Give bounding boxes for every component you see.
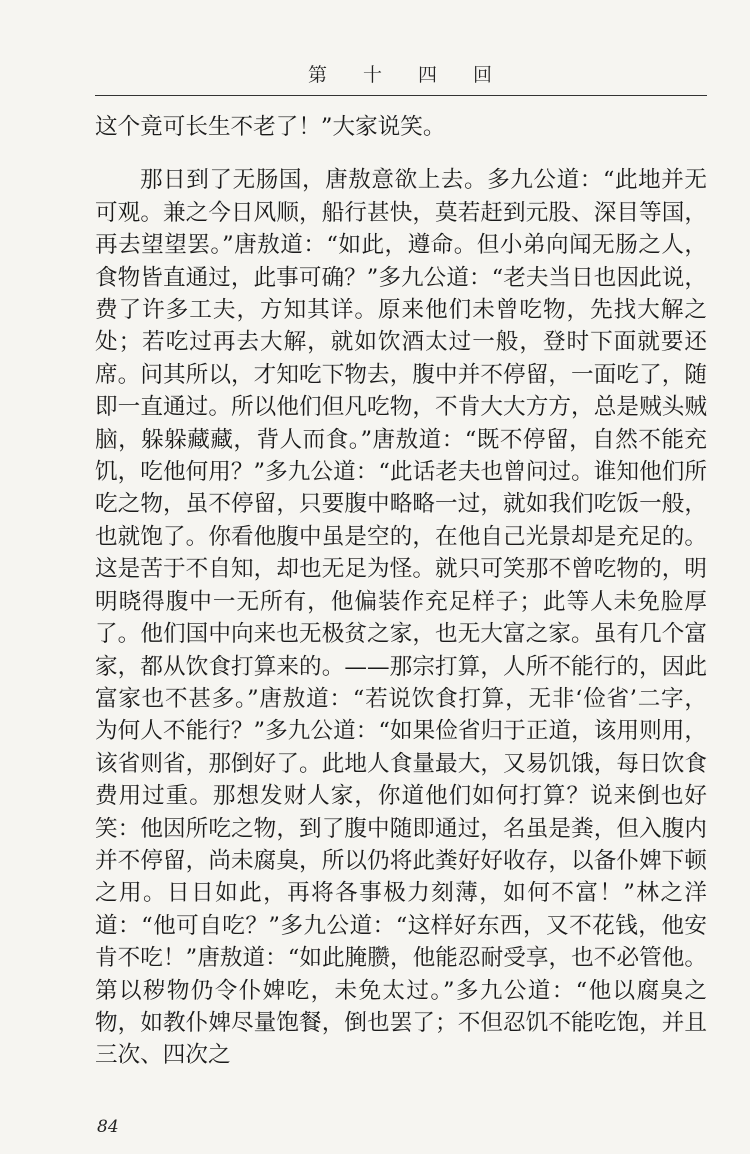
page-number: 84 — [97, 1117, 119, 1137]
running-head: 第 十 四 回 — [307, 64, 493, 86]
body-text — [95, 111, 707, 1072]
header-rule — [95, 95, 707, 96]
paragraph: 那日到了无肠国，唐敖意欲上去。多九公道：“此地并无可观。兼之今日风顺，船行甚快，莫若赶到元股、深目等国，再去望望罢。”唐敖道：“如此，遵命。但小弟向闻无肠之人，食物皆直通过，此事可确？”多九公道：“老夫当日也因此说，费了许多工夫，方知其详。原来他们未曾吃物，先找大解之处；若吃过再去大解，就如饮酒太过一般，登时下面就要还席。问其所以，才知吃下物去，腹中并不停留，一面吃了，随即一直通过。所以他们但凡吃物，不肯大大方方，总是贼头贼脑，躲躲藏藏，背人而食。”唐敖道：“既不停留，自然不能充饥，吃他何用？”多九公道：“此话老夫也曾问过。谁知他们所吃之物，虽不停留，只要腹中略略一过，就如我们吃饭一般，也就饱了。你看他腹中虽是空的，在他自己光景却是充足的。这是苦于不自知，却也无足为怪。就只可笑那不曾吃物的，明明晓得腹中一无所有，他偏装作充足样子；此等人未免脸厚了。他们国中向来也无极贫之家，也无大富之家。虽有几个富家，都从饮食打算来的。——那宗打算，人所不能行的，因此富家也不甚多。”唐敖道：“若说饮食打算，无非‘俭省’二字，为何人不能行？”多九公道：“如果俭省归于正道，该用则用，该省则省，那倒好了。此地人食量最大，又易饥饿，每日饮食费用过重。那想发财人家，你道他们如何打算？说来倒也好笑：他因所吃之物，到了腹中随即通过，名虽是粪，但入腹内并不停留，尚未腐臭，所以仍将此粪好好收存，以备仆婢下顿之用。日日如此，再将各事极力刻薄，如何不富！”林之洋道：“他可自吃？”多九公道：“这样好东西，又不花钱，他安肯不吃！”唐敖道：“如此腌臜，他能忍耐受享，也不必管他。第以秽物仍令仆婢吃，未免太过。”多九公道：“他以腐臭之物，如教仆婢尽量饱餐，倒也罢了；不但忍饥不能吃饱，并且三次、四次之 — [95, 167, 707, 1069]
paragraph-continuation: 这个竟可长生不老了！”大家说笑。 — [95, 114, 446, 140]
